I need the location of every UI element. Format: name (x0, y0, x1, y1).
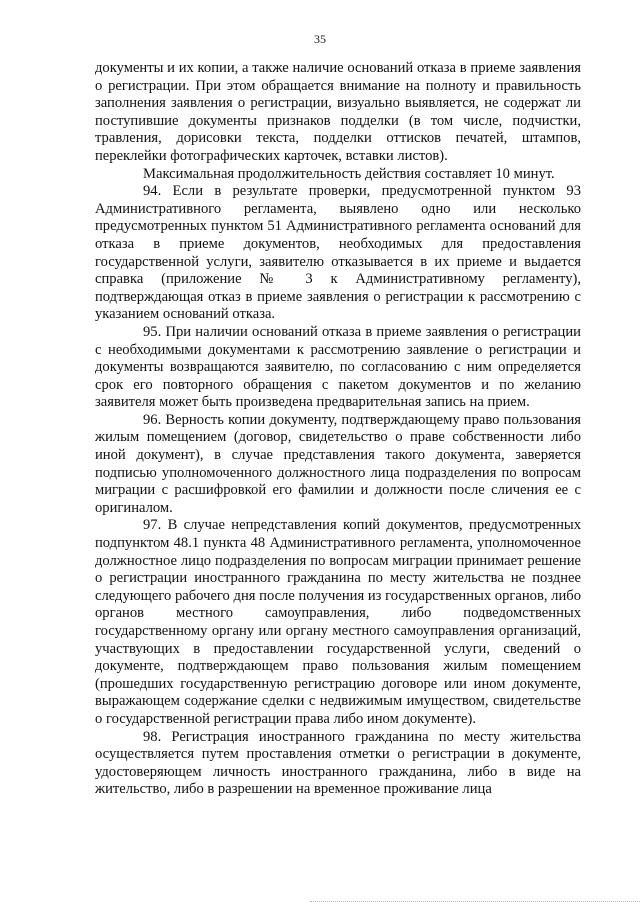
paragraph-96: 96. Верность копии документу, подтверждающему право пользования жилым помещением (договор, свидетельство о праве собственности либо иной документ), в случае представления такого документа, заверяется подписью уполномоченного должностного лица подразделения по вопросам миграции с расшифровкой его фамилии и должности после сличения ее с оригиналом. (95, 411, 581, 516)
paragraph-duration: Максимальная продолжительность действия составляет 10 минут. (143, 165, 555, 182)
paragraph-98: 98. Регистрация иностранного гражданина по месту жительства осуществляется путем проставления отметки о регистрации в документе, удостоверяющем личность иностранного гражданина, либо в виде на жительство, либо в разрешении на временное проживание лица (95, 728, 581, 798)
page-number: 35 (314, 32, 326, 46)
paragraph-94: 94. Если в результате проверки, предусмотренной пунктом 93 Административного регламента, выявлено одно или несколько предусмотренных пунктом 51 Административного регламента оснований для отказа в приеме документов, необходимых для предоставления государственной услуги, заявителю отказывается в их приеме и выдается справка (приложение № 3 к Административному регламенту), подтверждающая отказ в приеме заявления о регистрации к рассмотрению с указанием оснований отказа. (95, 183, 581, 323)
paragraph-continuation: документы и их копии, а также наличие оснований отказа в приеме заявления о регистрации. При этом обращается внимание на полноту и правильность заполнения заявления о регистрации, визуально выявляется, не содержат ли поступившие документы признаков подделки (в том числе, подчистки, травления, дорисовки текста, подделки оттисков печатей, штампов, переклейки фотографических карточек, вставки листов). (95, 60, 581, 164)
document-body (95, 60, 581, 799)
paragraph-97: 97. В случае непредставления копий документов, предусмотренных подпунктом 48.1 пункта 48 Административного регламента, уполномоченное должностное лицо подразделения по вопросам миграции принимает решение о регистрации иностранного гражданина по месту жительства не позднее следующего рабочего дня после получения из государственных органов, либо органов местного самоуправления, либо подведомственных государственному органу или органу местного самоуправления организаций, участвующих в предоставлении государственной услуги, сведений о документе, подтверждающем право пользования жилым помещением (прошедших государственную регистрацию договоре или ином документе, выражающем содержание сделки с недвижимым имуществом, свидетельстве о государственной регистрации права либо ином документе). (95, 517, 581, 727)
scan-edge-line (310, 901, 640, 903)
paragraph-95: 95. При наличии оснований отказа в приеме заявления о регистрации с необходимыми документами к рассмотрению заявление о регистрации и документы возвращаются заявителю, по согласованию с ним определяется срок его повторного обращения с пакетом документов и по желанию заявителя может быть произведена предварительная запись на прием. (95, 323, 581, 411)
